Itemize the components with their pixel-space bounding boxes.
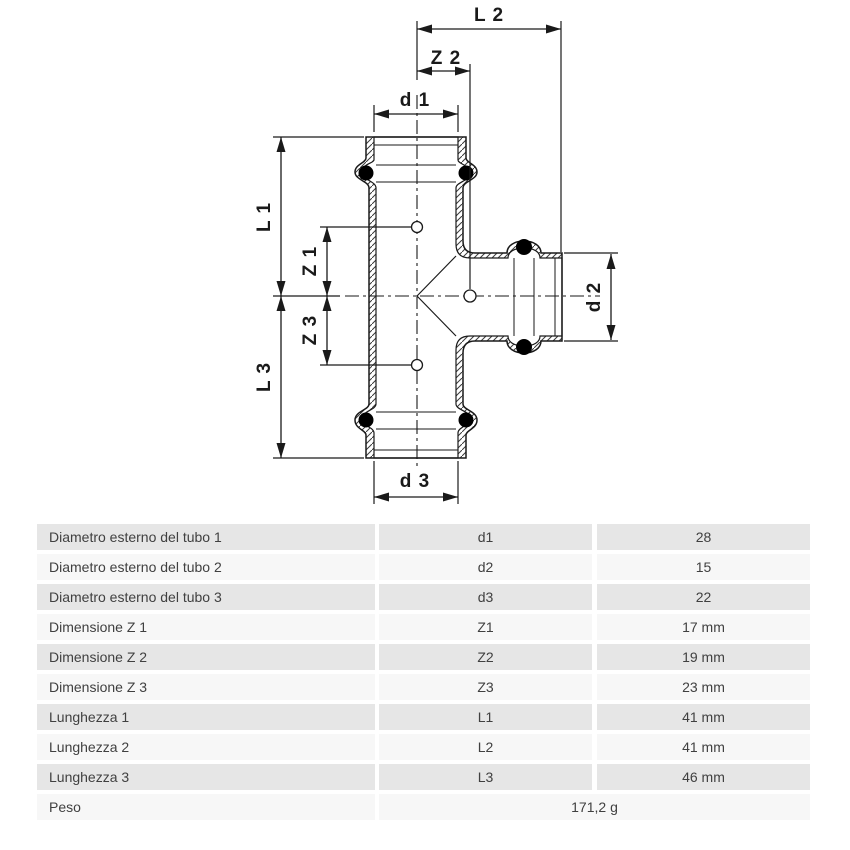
table-row <box>37 614 810 640</box>
dim-label-Z2: Z 2 <box>430 48 462 69</box>
spec-symbol-cell: d1 <box>379 524 592 550</box>
spec-symbol-cell: d2 <box>379 554 592 580</box>
table-row <box>37 764 810 790</box>
spec-value-cell: 28 <box>597 524 810 550</box>
spec-symbol-cell: L1 <box>379 704 592 730</box>
spec-value-cell-merged: 171,2 g <box>379 794 810 820</box>
dim-label-d1: d 1 <box>399 90 431 111</box>
spec-symbol-cell: L3 <box>379 764 592 790</box>
table-row <box>37 554 810 580</box>
spec-value-cell: 41 mm <box>597 704 810 730</box>
spec-value-cell: 23 mm <box>597 674 810 700</box>
spec-label-cell: Lunghezza 3 <box>37 764 375 790</box>
spec-label-cell: Lunghezza 2 <box>37 734 375 760</box>
specification-table <box>37 524 810 824</box>
spec-label-cell: Diametro esterno del tubo 2 <box>37 554 375 580</box>
table-row-weight <box>37 794 810 820</box>
dim-label-d3: d 3 <box>399 471 431 492</box>
table-row <box>37 674 810 700</box>
dim-label-L2: L 2 <box>473 5 505 26</box>
table-row <box>37 704 810 730</box>
table-row <box>37 584 810 610</box>
spec-value-cell: 19 mm <box>597 644 810 670</box>
table-row <box>37 524 810 550</box>
table-row <box>37 644 810 670</box>
spec-symbol-cell: Z3 <box>379 674 592 700</box>
fitting-body <box>355 137 562 458</box>
spec-value-cell: 46 mm <box>597 764 810 790</box>
spec-value-cell: 15 <box>597 554 810 580</box>
spec-label-cell: Dimensione Z 2 <box>37 644 375 670</box>
spec-label-cell: Diametro esterno del tubo 1 <box>37 524 375 550</box>
spec-value-cell: 41 mm <box>597 734 810 760</box>
dim-label-d2: d 2 <box>584 281 605 313</box>
spec-label-cell: Dimensione Z 1 <box>37 614 375 640</box>
spec-symbol-cell: d3 <box>379 584 592 610</box>
spec-label-cell: Dimensione Z 3 <box>37 674 375 700</box>
spec-symbol-cell: Z1 <box>379 614 592 640</box>
spec-symbol-cell: L2 <box>379 734 592 760</box>
extension-lines <box>273 21 618 504</box>
table-row <box>37 734 810 760</box>
spec-value-cell: 17 mm <box>597 614 810 640</box>
spec-label-cell: Lunghezza 1 <box>37 704 375 730</box>
spec-label-cell: Diametro esterno del tubo 3 <box>37 584 375 610</box>
spec-label-cell: Peso <box>37 794 375 820</box>
dim-label-Z1: Z 1 <box>300 245 321 277</box>
spec-value-cell: 22 <box>597 584 810 610</box>
dim-label-L1: L 1 <box>254 201 275 233</box>
dim-label-Z3: Z 3 <box>300 314 321 346</box>
dim-label-L3: L 3 <box>254 361 275 393</box>
spec-symbol-cell: Z2 <box>379 644 592 670</box>
